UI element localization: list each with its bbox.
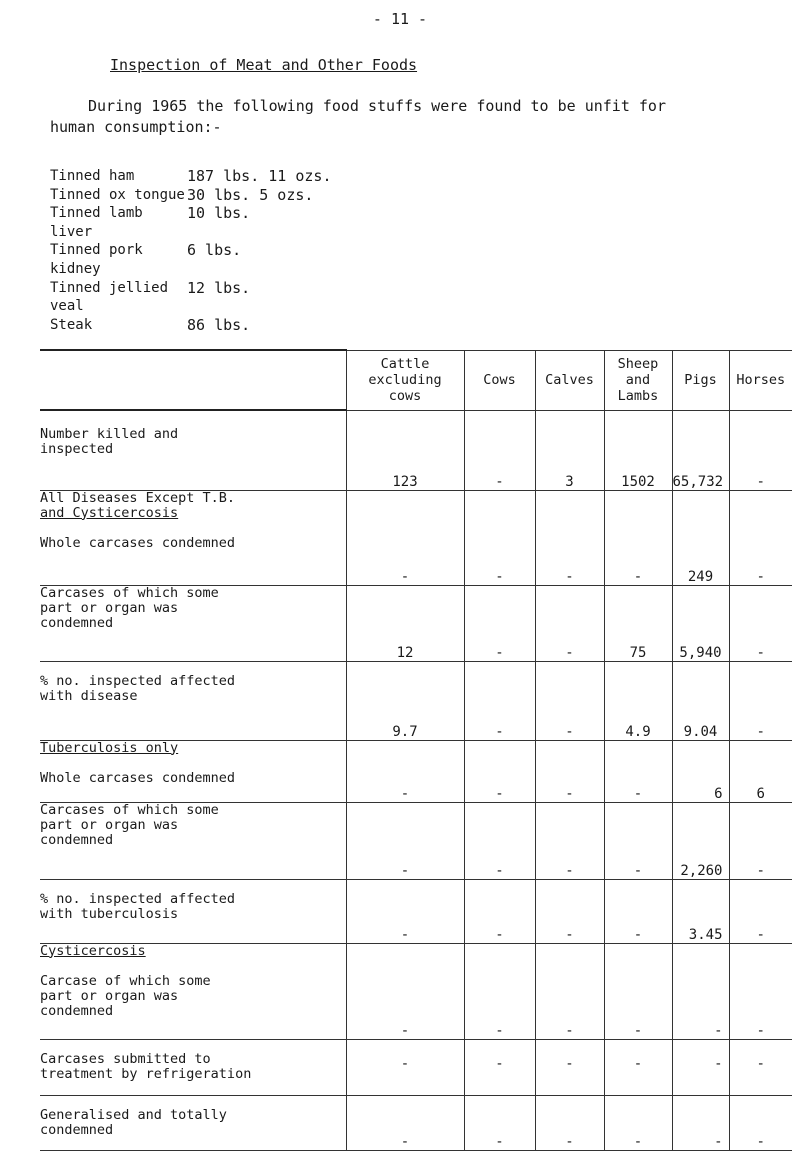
inspection-table: [40, 349, 792, 1151]
cell: 4.9: [604, 661, 672, 740]
cell: -: [729, 879, 792, 943]
table-row: [40, 802, 792, 879]
list-item: [50, 167, 332, 186]
cell: -: [729, 802, 792, 879]
page-number: - 11 -: [372, 10, 428, 28]
condemned-foods-list: [50, 167, 332, 334]
table-row: [40, 490, 792, 585]
row-label: Carcases of which some part or organ was condemned: [40, 802, 346, 879]
row-label-text: Whole carcases condemned: [40, 534, 236, 551]
header-sheep: Sheep and Lambs: [604, 350, 672, 410]
cell: 6: [729, 740, 792, 802]
table-row: [40, 1095, 792, 1150]
item-quantity: 10 lbs.: [187, 204, 251, 223]
row-label: Number killed and inspected: [40, 410, 346, 490]
cell: -: [464, 879, 535, 943]
cell: -: [604, 943, 672, 1039]
cell: -: [464, 585, 535, 661]
row-label: [40, 740, 346, 802]
cell: -: [535, 879, 604, 943]
cell: -: [672, 1095, 729, 1150]
cell: -: [672, 1039, 729, 1095]
cell: 123: [346, 410, 464, 490]
cell: 2,260: [672, 802, 729, 879]
row-label: [40, 490, 346, 585]
cell: -: [729, 410, 792, 490]
cell: -: [604, 802, 672, 879]
page-title: Inspection of Meat and Other Foods: [110, 56, 418, 74]
section-heading: Tuberculosis only: [40, 739, 179, 756]
cell: -: [464, 661, 535, 740]
cell: -: [535, 1095, 604, 1150]
cell: -: [729, 943, 792, 1039]
cell: -: [346, 943, 464, 1039]
header-horses: Horses: [729, 350, 792, 410]
table-row: [40, 740, 792, 802]
section-heading: Cysticercosis: [40, 942, 146, 959]
cell: -: [604, 490, 672, 585]
cell: -: [604, 1095, 672, 1150]
cell: -: [535, 1039, 604, 1095]
cell: 65,732: [672, 410, 729, 490]
table-row: [40, 943, 792, 1039]
item-name: Tinned pork kidney: [50, 242, 143, 277]
cell: -: [464, 490, 535, 585]
row-label-text: Whole carcases condemned: [40, 769, 236, 786]
list-item: [50, 316, 332, 335]
cell: -: [535, 943, 604, 1039]
row-label: % no. inspected affected with tuberculosis: [40, 879, 346, 943]
intro-line-1: During 1965 the following food stuffs were found to be unfit for: [88, 97, 666, 115]
row-label: [40, 943, 346, 1039]
cell: 12: [346, 585, 464, 661]
cell: 9.7: [346, 661, 464, 740]
cell: -: [729, 1095, 792, 1150]
cell: -: [464, 740, 535, 802]
item-name: Tinned ham: [50, 168, 135, 184]
cell: -: [464, 943, 535, 1039]
cell: -: [464, 1039, 535, 1095]
list-item: [50, 241, 332, 278]
item-quantity: 86 lbs.: [187, 315, 251, 334]
intro-line-2: human consumption:-: [50, 118, 222, 136]
table-header-row: [40, 350, 792, 410]
item-quantity: 187 lbs. 11 ozs.: [187, 167, 332, 185]
cell: -: [346, 1095, 464, 1150]
intro-paragraph: [50, 96, 770, 138]
header-calves: Calves: [535, 350, 604, 410]
cell: -: [604, 740, 672, 802]
item-quantity: 30 lbs. 5 ozs.: [187, 185, 314, 204]
row-label: Carcases of which some part or organ was condemned: [40, 585, 346, 661]
cell: -: [346, 490, 464, 585]
cell: -: [729, 661, 792, 740]
cell: -: [604, 1039, 672, 1095]
cell: 6: [672, 740, 729, 802]
item-quantity: 6 lbs.: [187, 241, 242, 260]
row-label: % no. inspected affected with disease: [40, 661, 346, 740]
table-row: [40, 585, 792, 661]
item-name: Steak: [50, 316, 93, 333]
item-name: Tinned lamb liver: [50, 205, 143, 240]
cell: -: [464, 410, 535, 490]
list-item: [50, 279, 332, 316]
item-quantity: 12 lbs.: [187, 278, 251, 297]
item-name: Tinned ox tongue: [50, 186, 185, 203]
header-cows: Cows: [464, 350, 535, 410]
cell: -: [535, 490, 604, 585]
list-item: [50, 186, 332, 205]
item-name: Tinned jellied veal: [50, 279, 169, 315]
table-row: [40, 1039, 792, 1095]
cell: 3: [535, 410, 604, 490]
table-row: [40, 879, 792, 943]
header-cattle: Cattle excluding cows: [346, 350, 464, 410]
cell: -: [535, 661, 604, 740]
row-label-text: Carcase of which some part or organ was condemned: [40, 972, 211, 1019]
table-row: [40, 410, 792, 490]
cell: 75: [604, 585, 672, 661]
cell: 1502: [604, 410, 672, 490]
section-heading: All Diseases Except T.B.: [40, 489, 236, 506]
cell: -: [464, 1095, 535, 1150]
header-pigs: Pigs: [672, 350, 729, 410]
cell: -: [729, 490, 792, 585]
list-item: [50, 204, 332, 241]
cell: -: [604, 879, 672, 943]
cell: -: [346, 879, 464, 943]
section-heading-cont: and Cysticercosis: [40, 504, 179, 521]
cell: 5,940: [672, 585, 729, 661]
cell: -: [535, 740, 604, 802]
cell: 9.04: [672, 661, 729, 740]
row-label: Carcases submitted to treatment by refrigeration: [40, 1039, 346, 1095]
cell: -: [346, 1039, 464, 1095]
cell: -: [535, 802, 604, 879]
cell: -: [729, 585, 792, 661]
cell: 249: [672, 490, 729, 585]
cell: 3.45: [672, 879, 729, 943]
cell: -: [464, 802, 535, 879]
header-blank: [40, 350, 346, 410]
row-label: Generalised and totally condemned: [40, 1095, 346, 1150]
cell: -: [346, 802, 464, 879]
table-row: [40, 661, 792, 740]
cell: -: [535, 585, 604, 661]
cell: -: [672, 943, 729, 1039]
cell: -: [729, 1039, 792, 1095]
cell: -: [346, 740, 464, 802]
